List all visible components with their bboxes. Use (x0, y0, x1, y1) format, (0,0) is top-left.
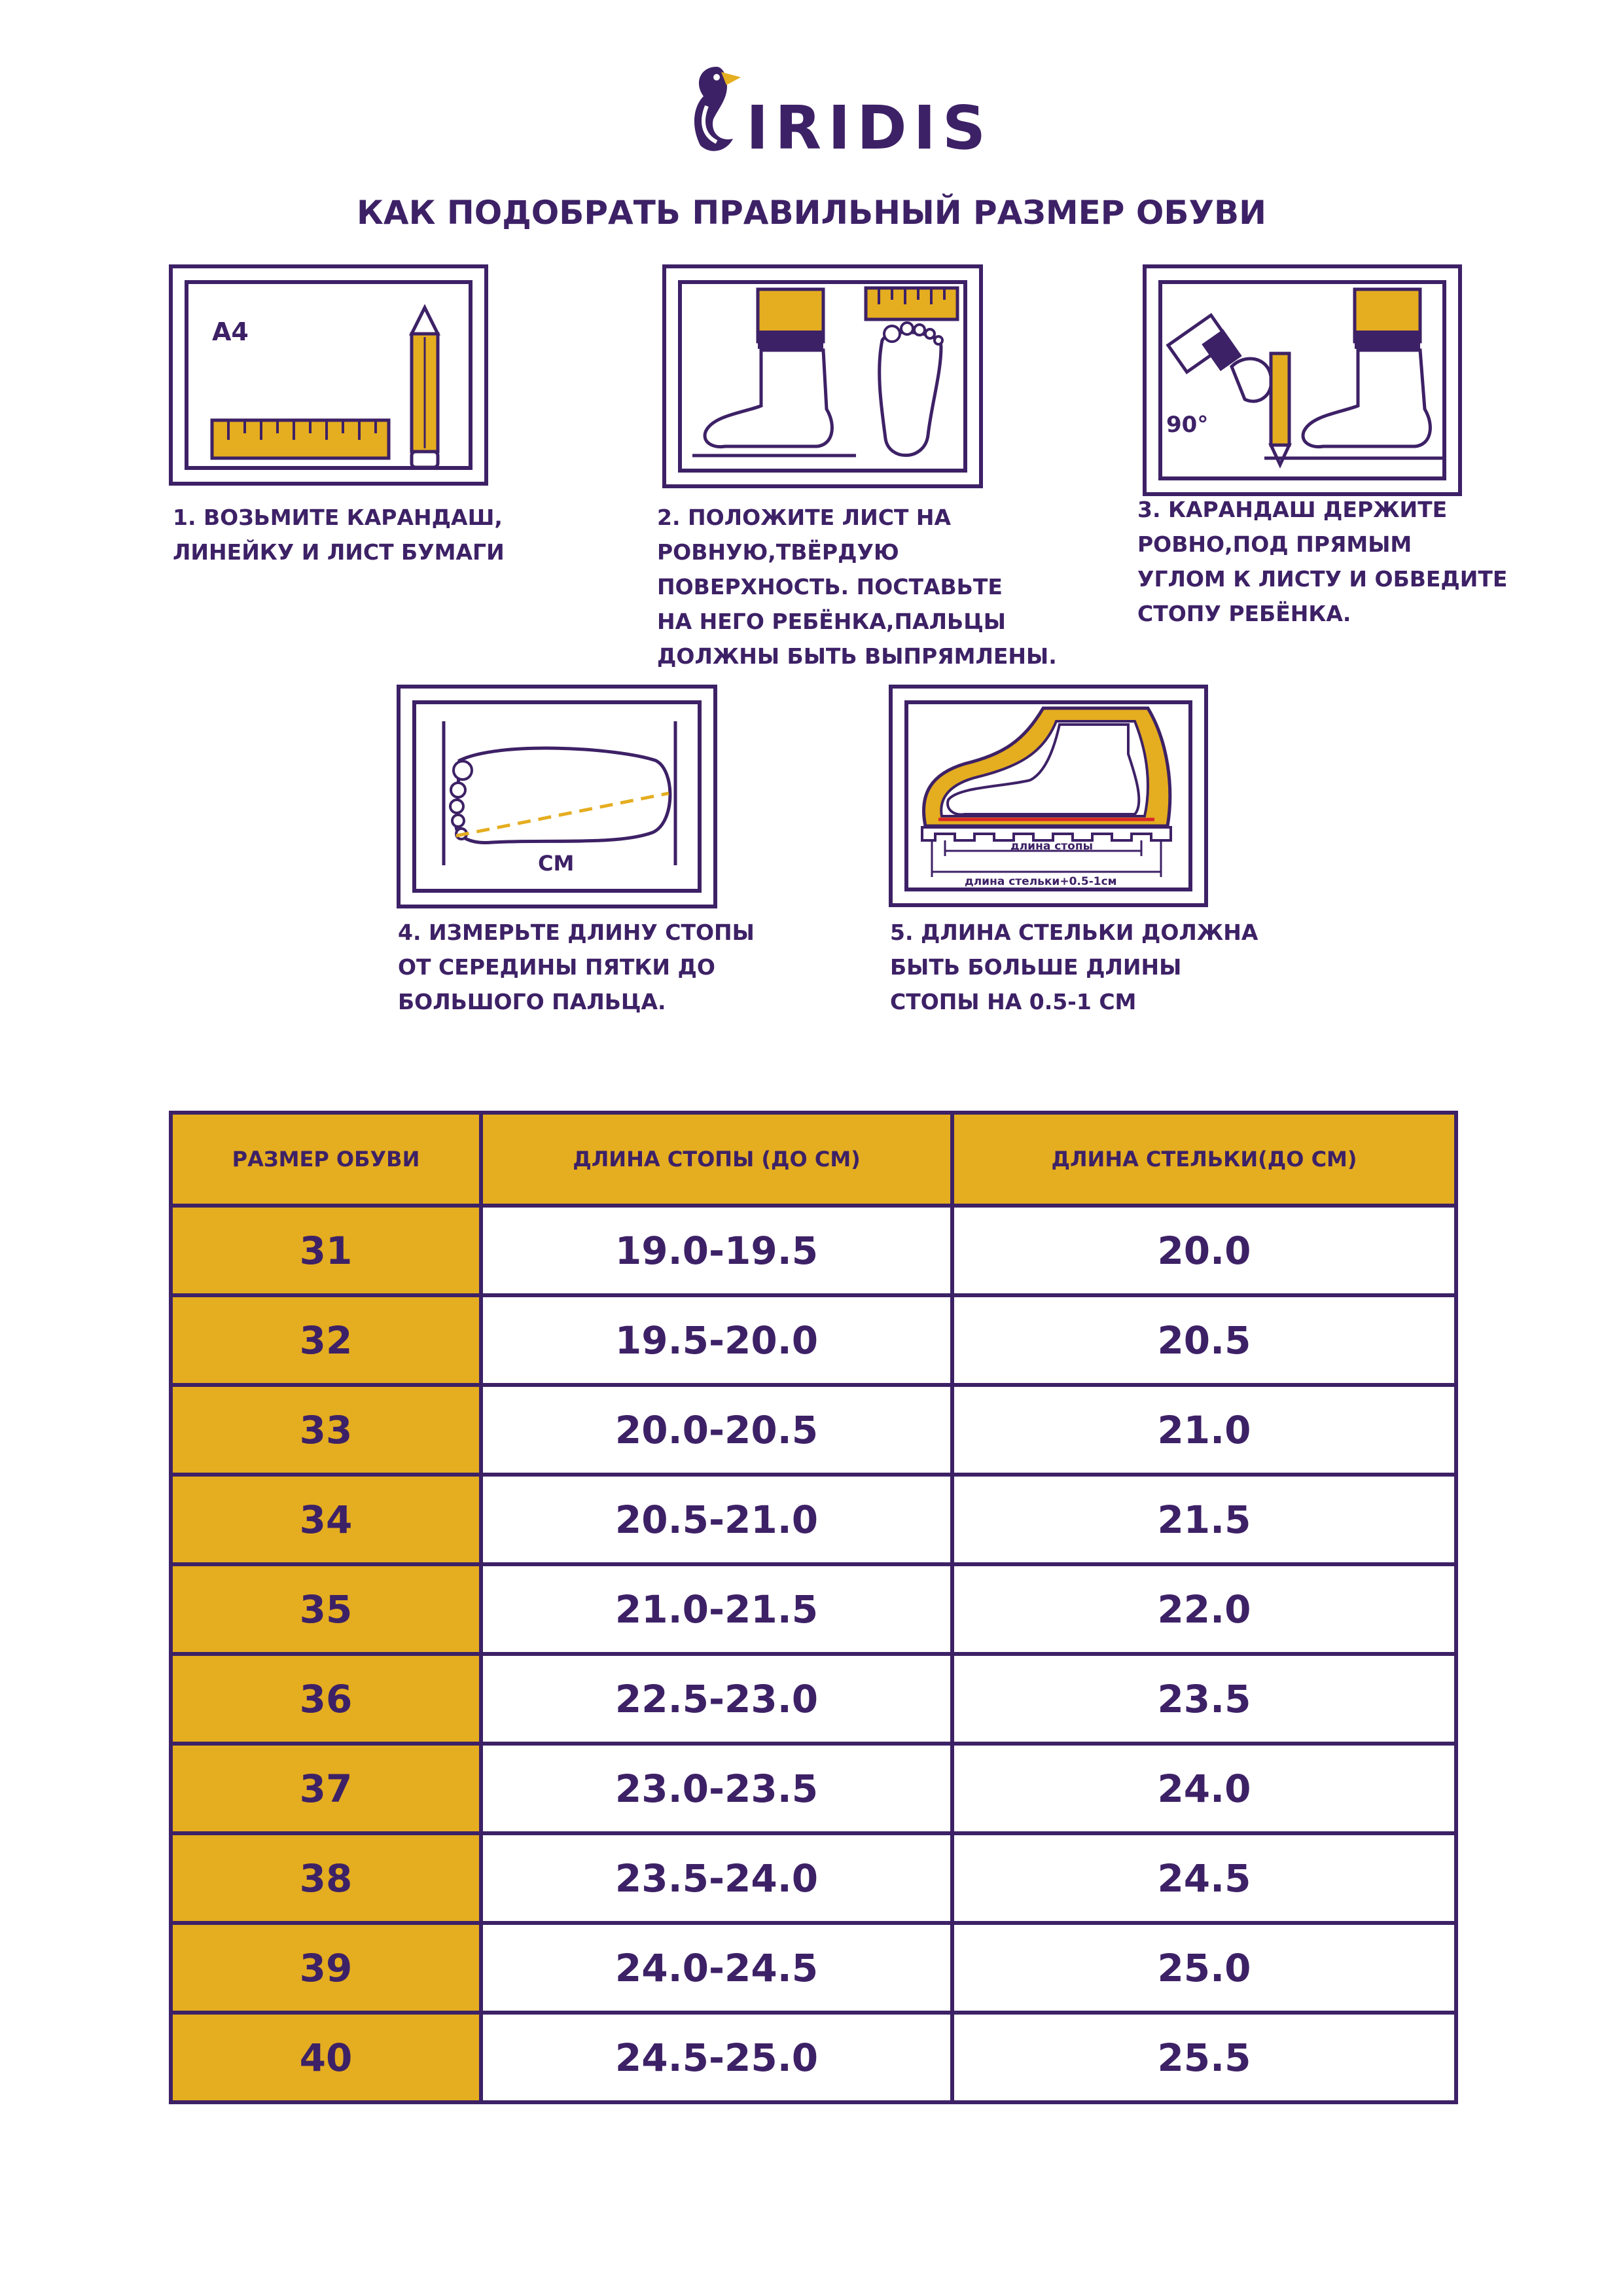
size-chart-table (169, 1111, 1458, 2104)
foot-length-cell: 23.5-24.0 (481, 1833, 952, 1923)
shoe-size-cell: 32 (171, 1295, 481, 1385)
foot-length-cell: 19.5-20.0 (481, 1295, 952, 1385)
foot-length-cell: 23.0-23.5 (481, 1744, 952, 1833)
table-row (171, 1564, 1456, 1654)
step-4-illustration (397, 685, 717, 908)
foot-side-icon (1264, 289, 1444, 458)
header-foot-length: ДЛИНА СТОПЫ (ДО СМ) (481, 1113, 952, 1206)
step-2-illustration (662, 264, 983, 488)
step-5-illustration (889, 685, 1208, 907)
table-row (171, 1654, 1456, 1744)
pencil-icon (412, 308, 438, 467)
foot-side-icon (692, 289, 856, 456)
table-row (171, 1295, 1456, 1385)
header-insole-length: ДЛИНА СТЕЛЬКИ(ДО СМ) (952, 1113, 1456, 1206)
table-row (171, 1923, 1456, 2013)
insole-length-cell: 20.0 (952, 1206, 1456, 1295)
shoe-size-cell: 34 (171, 1475, 481, 1564)
shoe-size-cell: 35 (171, 1564, 481, 1654)
brand-name: IRIDIS (746, 93, 993, 163)
step-1-illustration (169, 264, 488, 486)
page-title: КАК ПОДОБРАТЬ ПРАВИЛЬНЫЙ РАЗМЕР ОБУВИ (357, 194, 1266, 232)
insole-length-cell: 21.0 (952, 1385, 1456, 1475)
foot-length-cell: 22.5-23.0 (481, 1654, 952, 1744)
shoe-size-cell: 39 (171, 1923, 481, 2013)
foot-length-cell: 20.0-20.5 (481, 1385, 952, 1475)
foot-outline-icon (444, 721, 675, 876)
table-row (171, 2013, 1456, 2102)
step-3-illustration (1143, 264, 1462, 496)
shoe-size-cell: 37 (171, 1744, 481, 1833)
insole-length-cell: 22.0 (952, 1564, 1456, 1654)
step-5-caption: 5. ДЛИНА СТЕЛЬКИ ДОЛЖНА БЫТЬ БОЛЬШЕ ДЛИНЫ СТОПЫ НА 0.5-1 СМ (890, 920, 1258, 1014)
shoe-size-cell: 38 (171, 1833, 481, 1923)
table-row (171, 1475, 1456, 1564)
shoe-size-cell: 36 (171, 1654, 481, 1744)
insole-length-cell: 20.5 (952, 1295, 1456, 1385)
shoe-size-cell: 33 (171, 1385, 481, 1475)
insole-length-cell: 25.5 (952, 2013, 1456, 2102)
table-row (171, 1833, 1456, 1923)
foot-length-cell: 24.0-24.5 (481, 1923, 952, 2013)
foot-length-label: длина стопы (1010, 840, 1093, 853)
ruler-icon (212, 420, 389, 458)
angle-label: 90° (1166, 412, 1209, 438)
foot-length-cell: 19.0-19.5 (481, 1206, 952, 1295)
shoe-size-cell: 31 (171, 1206, 481, 1295)
step-4-caption: 4. ИЗМЕРЬТЕ ДЛИНУ СТОПЫ ОТ СЕРЕДИНЫ ПЯТКИ ДО БОЛЬШОГО ПАЛЬЦА. (398, 920, 755, 1014)
shoe-cross-section-icon (922, 708, 1171, 888)
step-1-caption: 1. ВОЗЬМИТЕ КАРАНДАШ, ЛИНЕЙКУ И ЛИСТ БУМАГИ (173, 505, 505, 565)
table-header-row (171, 1113, 1456, 1206)
insole-length-label: длина стельки+0.5-1см (965, 875, 1117, 888)
foot-length-cell: 24.5-25.0 (481, 2013, 952, 2102)
ruler-icon (866, 288, 957, 319)
insole-length-cell: 21.5 (952, 1475, 1456, 1564)
insole-length-cell: 24.5 (952, 1833, 1456, 1923)
insole-length-cell: 23.5 (952, 1654, 1456, 1744)
insole-length-cell: 25.0 (952, 1923, 1456, 2013)
cm-label: СМ (538, 851, 575, 876)
table-row (171, 1385, 1456, 1475)
foot-top-icon (880, 323, 942, 456)
foot-length-cell: 21.0-21.5 (481, 1564, 952, 1654)
header-shoe-size: РАЗМЕР ОБУВИ (171, 1113, 481, 1206)
parrot-logo-icon (681, 60, 746, 158)
step-3-caption: 3. КАРАНДАШ ДЕРЖИТЕ РОВНО,ПОД ПРЯМЫМ УГЛОМ К ЛИСТУ И ОБВЕДИТЕ СТОПУ РЕБЁНКА. (1137, 497, 1508, 626)
table-row (171, 1206, 1456, 1295)
foot-length-cell: 20.5-21.0 (481, 1475, 952, 1564)
step-2-caption: 2. ПОЛОЖИТЕ ЛИСТ НА РОВНУЮ,ТВЁРДУЮ ПОВЕРХНОСТЬ. ПОСТАВЬТЕ НА НЕГО РЕБЁНКА,ПАЛЬЦЫ ДОЛЖНЫ БЫТЬ ВЫПРЯМЛЕНЫ. (657, 505, 1057, 669)
a4-label: А4 (212, 317, 249, 346)
hand-pencil-icon (1166, 315, 1289, 465)
shoe-size-cell: 40 (171, 2013, 481, 2102)
table-row (171, 1744, 1456, 1833)
insole-length-cell: 24.0 (952, 1744, 1456, 1833)
